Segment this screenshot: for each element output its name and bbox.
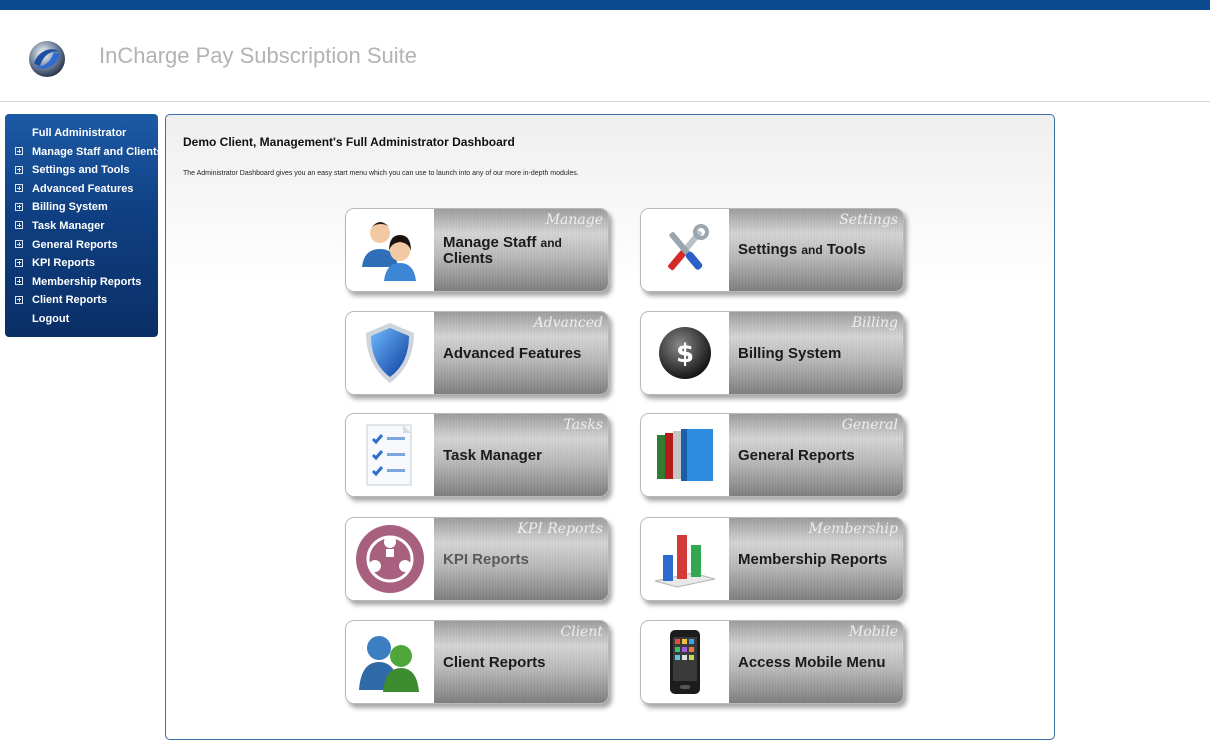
- tile-script-label: Client: [560, 624, 603, 640]
- tile-general-reports[interactable]: [640, 413, 904, 497]
- sidebar-item-logout[interactable]: [5, 310, 158, 329]
- tools-icon: [657, 222, 713, 278]
- sidebar-item-manage-staff-and-clients[interactable]: [5, 143, 163, 162]
- tile-label: KPI Reports: [443, 550, 529, 568]
- tile-script-label: Billing: [851, 315, 898, 331]
- expand-plus-icon[interactable]: [15, 147, 23, 155]
- sidebar-item-label: Advanced Features: [32, 182, 134, 195]
- expand-plus-icon[interactable]: [15, 277, 23, 285]
- expand-plus-icon[interactable]: [15, 166, 23, 174]
- sidebar-item-label: General Reports: [32, 238, 118, 251]
- sidebar-item-label: Settings and Tools: [32, 164, 130, 177]
- expand-plus-icon[interactable]: [15, 296, 23, 304]
- tile-access-mobile-menu[interactable]: [640, 620, 904, 704]
- tile-billing-system[interactable]: [640, 311, 904, 395]
- tile-script-label: Mobile: [849, 624, 898, 640]
- people-icon: [358, 217, 422, 283]
- tile-label: Manage Staff and Clients: [443, 233, 562, 267]
- tile-script-label: Tasks: [563, 417, 603, 433]
- tile-script-label: Membership: [808, 521, 898, 537]
- checklist-icon: [365, 423, 415, 487]
- tile-script-label: KPI Reports: [517, 521, 603, 537]
- tile-advanced-features[interactable]: [345, 311, 609, 395]
- tile-label: Access Mobile Menu: [738, 653, 886, 671]
- svg-text:$: $: [675, 339, 695, 369]
- sidebar-item-general-reports[interactable]: [5, 236, 158, 255]
- tile-task-manager[interactable]: [345, 413, 609, 497]
- sidebar-item-advanced-features[interactable]: [5, 180, 158, 199]
- top-accent-bar: [0, 0, 1210, 10]
- tile-kpi-reports[interactable]: [345, 517, 609, 601]
- sidebar-item-label: Full Administrator: [32, 127, 127, 139]
- app-title: InCharge Pay Subscription Suite: [99, 43, 417, 68]
- clients-icon: [357, 632, 423, 692]
- tile-label: Task Manager: [443, 446, 542, 464]
- tile-label: Advanced Features: [443, 344, 582, 362]
- sidebar-item-label: Client Reports: [32, 294, 108, 307]
- sidebar-item-label: KPI Reports: [32, 257, 95, 270]
- app-header: [0, 10, 1210, 102]
- dashboard-panel: [165, 114, 1055, 740]
- expand-plus-icon[interactable]: [15, 259, 23, 267]
- dollar-coin-icon: [657, 325, 713, 381]
- shield-icon: [362, 321, 418, 385]
- page-description: The Administrator Dashboard gives you an easy start menu which you can use to launch into any of our more in-depth modules.: [183, 170, 579, 177]
- tile-membership-reports[interactable]: [640, 517, 904, 601]
- tile-label: General Reports: [738, 446, 855, 464]
- bar-chart-icon: [653, 529, 717, 589]
- tile-manage-staff-and-clients[interactable]: [345, 208, 609, 292]
- sidebar-item-label: Billing System: [32, 201, 108, 214]
- sidebar-item-settings-and-tools[interactable]: [5, 161, 158, 180]
- expand-plus-icon[interactable]: [15, 221, 23, 229]
- sidebar-item-kpi-reports[interactable]: [5, 254, 158, 273]
- tile-label: Billing System: [738, 344, 842, 362]
- tile-label: Client Reports: [443, 653, 546, 671]
- tile-label: Settings and Tools: [738, 241, 866, 258]
- sidebar-item-label: Membership Reports: [32, 275, 142, 288]
- sidebar-item-membership-reports[interactable]: [5, 273, 158, 292]
- tile-settings-and-tools[interactable]: [640, 208, 904, 292]
- sidebar-item-label: Task Manager: [32, 219, 105, 232]
- tile-script-label: General: [841, 417, 898, 433]
- logo-icon: [28, 40, 66, 78]
- sidebar-item-label: Manage Staff and Clients: [32, 145, 163, 158]
- books-icon: [653, 423, 717, 487]
- sidebar-item-client-reports[interactable]: [5, 291, 158, 310]
- tile-script-label: Manage: [545, 212, 603, 228]
- expand-plus-icon[interactable]: [15, 240, 23, 248]
- kpi-group-icon: [355, 524, 425, 594]
- sidebar-item-task-manager[interactable]: [5, 217, 158, 236]
- sidebar-nav: [5, 114, 163, 337]
- tile-script-label: Advanced: [533, 315, 603, 331]
- mobile-phone-icon: [668, 629, 702, 695]
- sidebar-item-label: Logout: [32, 312, 70, 325]
- expand-plus-icon[interactable]: [15, 184, 23, 192]
- tile-script-label: Settings: [839, 212, 898, 228]
- sidebar-item-billing-system[interactable]: [5, 198, 158, 217]
- page-title: Demo Client, Management's Full Administrator Dashboard: [183, 135, 515, 149]
- tile-label: Membership Reports: [738, 550, 888, 568]
- tile-client-reports[interactable]: [345, 620, 609, 704]
- expand-plus-icon[interactable]: [15, 203, 23, 211]
- sidebar-item-full-administrator[interactable]: [5, 124, 158, 143]
